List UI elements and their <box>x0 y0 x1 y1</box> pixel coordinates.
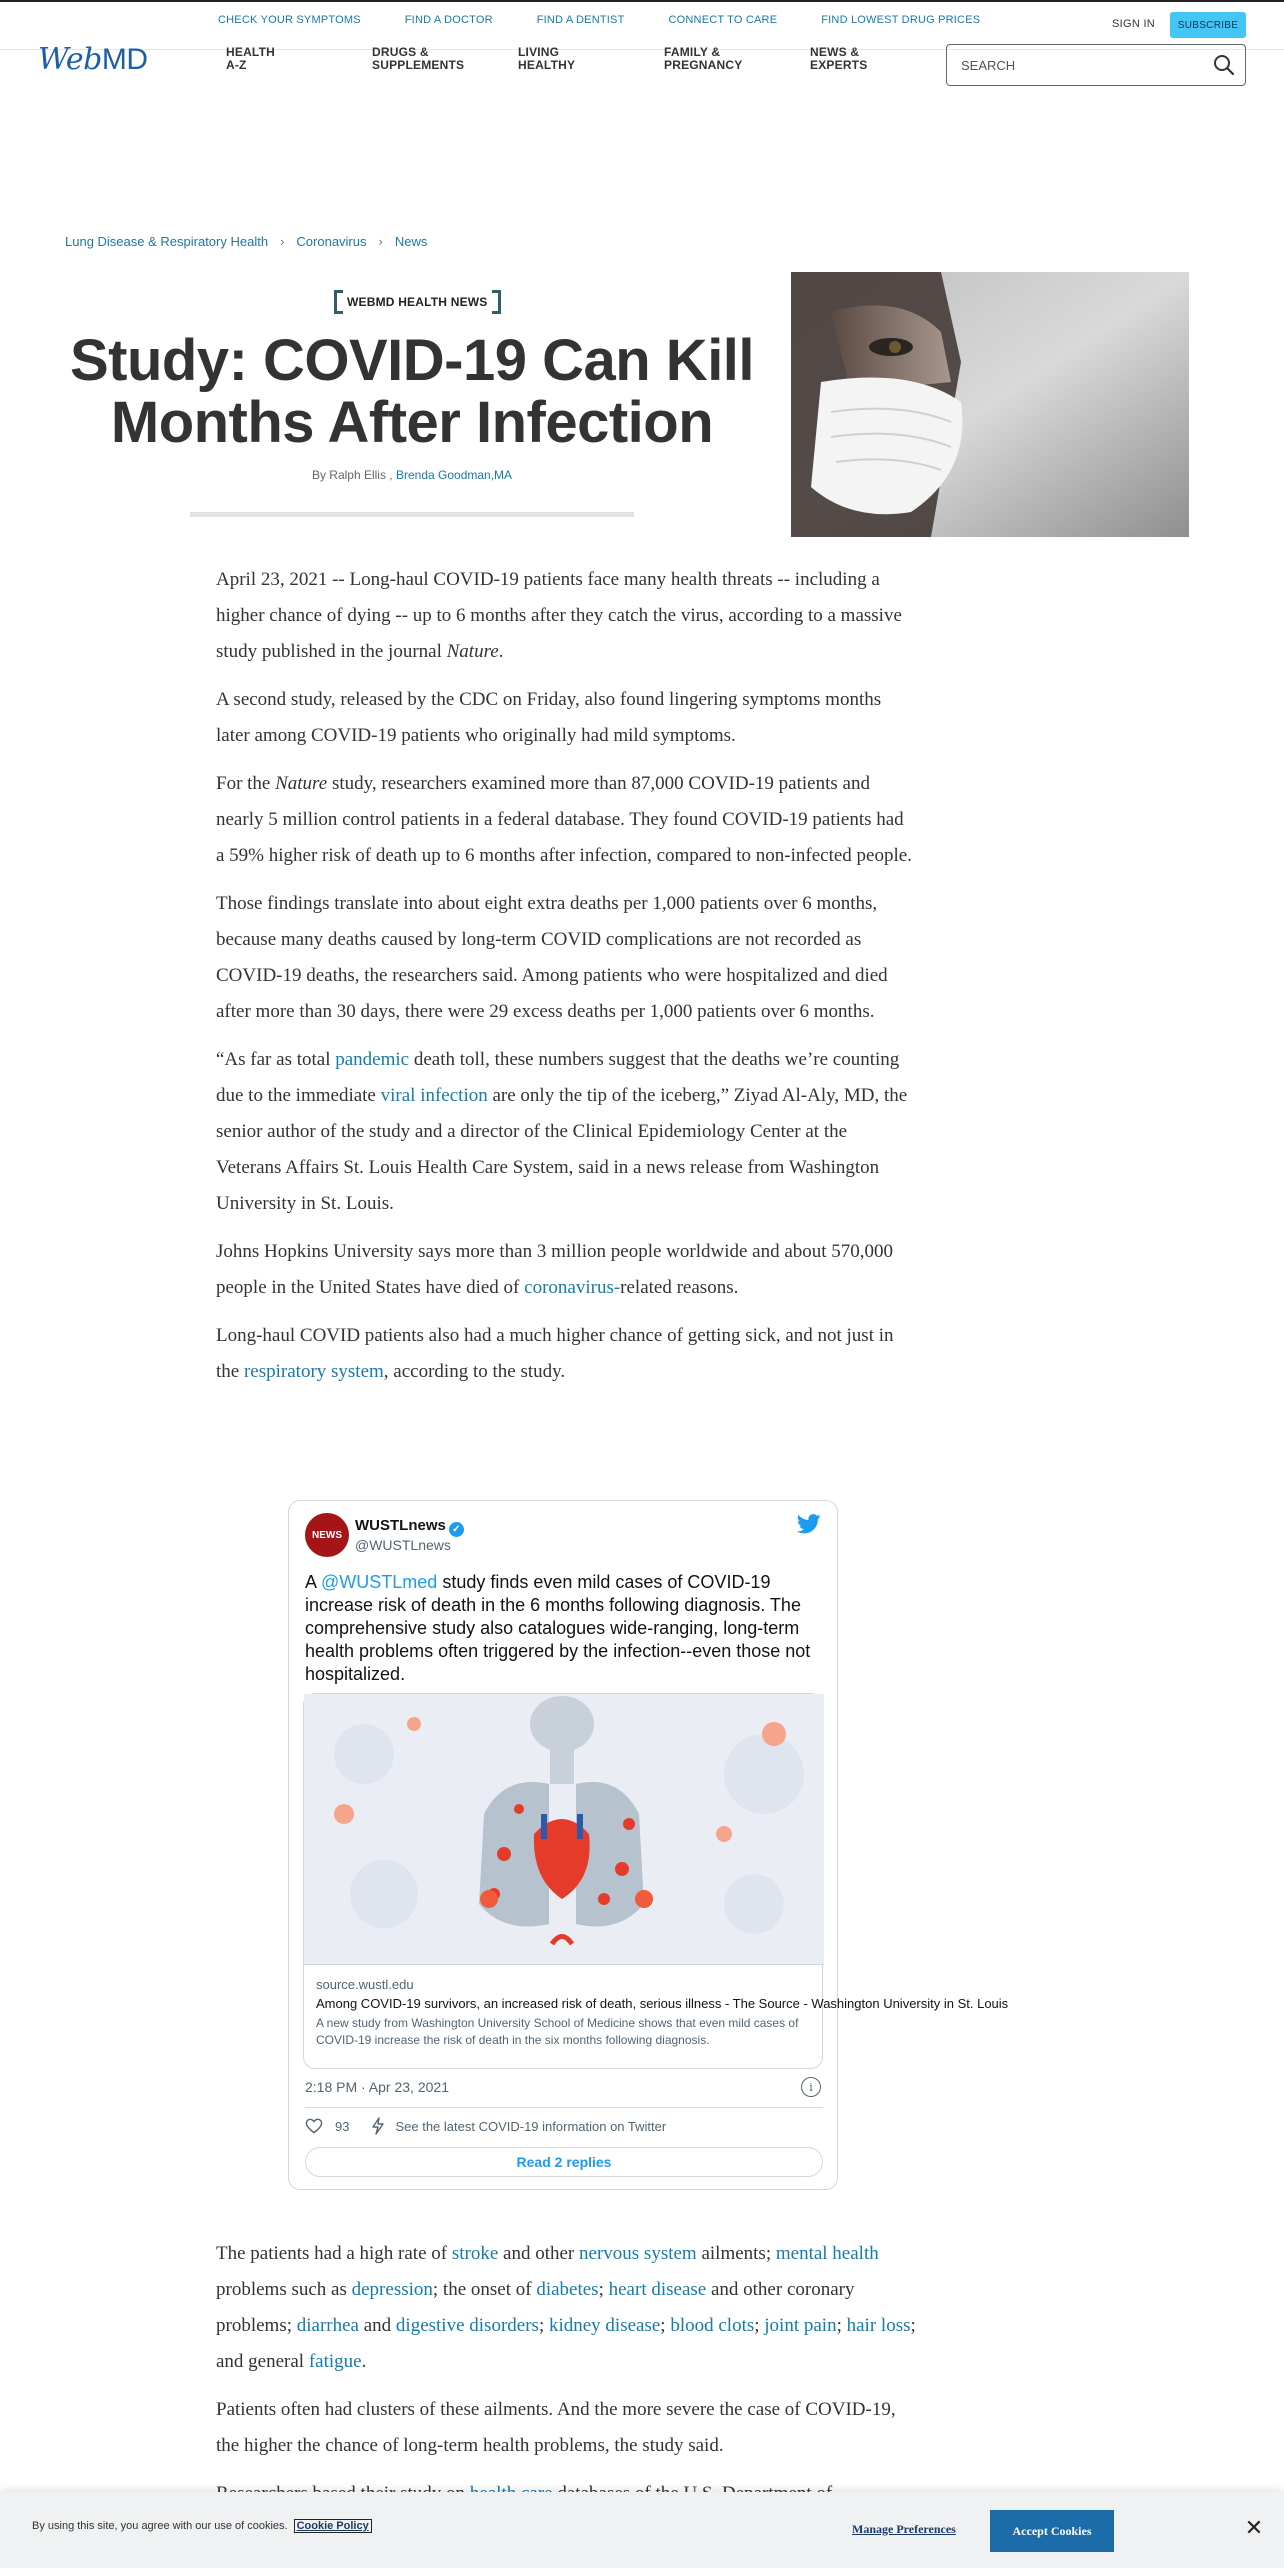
byline-author1: By Ralph Ellis , <box>311 468 393 482</box>
link-diabetes[interactable]: diabetes <box>536 2279 599 2300</box>
text: ; <box>538 2315 549 2336</box>
kicker-text: WEBMD HEALTH NEWS <box>347 295 488 309</box>
link-coronavirus[interactable]: coronavirus- <box>524 1277 621 1298</box>
paragraph <box>216 1318 916 1390</box>
nav-line2: SUPPLEMENTS <box>372 58 465 72</box>
text: and other <box>498 2243 580 2264</box>
card-domain: source.wustl.edu <box>316 1977 414 1992</box>
breadcrumb-coronavirus[interactable]: Coronavirus <box>296 234 367 249</box>
link-kidney-disease[interactable]: kidney disease <box>548 2315 661 2336</box>
text: . <box>361 2351 367 2372</box>
text: ailments; <box>696 2243 776 2264</box>
text: related reasons. <box>620 1277 739 1298</box>
logo-web: Web <box>38 42 102 77</box>
read-replies-button[interactable]: Read 2 replies <box>305 2147 823 2177</box>
nav-line1: DRUGS & <box>372 45 429 59</box>
top-link-doctor[interactable]: FIND A DOCTOR <box>404 14 493 26</box>
masked-person-image <box>791 272 1189 537</box>
link-joint-pain[interactable]: joint pain <box>764 2315 837 2336</box>
tweet-avatar[interactable]: NEWS <box>305 1513 349 1557</box>
nav-family[interactable] <box>664 46 810 72</box>
journal-name: Nature <box>275 773 328 794</box>
nav-line2: PREGNANCY <box>664 58 743 72</box>
like-count: 93 <box>335 2118 350 2134</box>
search-box <box>946 44 1246 86</box>
text: , according to the study. <box>383 1361 566 1382</box>
top-link-dentist[interactable]: FIND A DENTIST <box>536 14 625 26</box>
cookie-notice <box>32 2520 372 2532</box>
cookie-policy-link[interactable]: Cookie Policy <box>294 2519 372 2533</box>
text: are only the tip of the iceberg,” Ziyad Al-Aly, MD, the senior author of the study and a director of the Clinical Epidemiology Center at the Veterans Affairs St. Louis Health Care System, said in a news release from Washington University in St. Louis. <box>216 1085 908 1214</box>
text: . <box>498 641 504 662</box>
text: study, researchers examined more than 87,000 COVID-19 patients and nearly 5 million control patients in a federal database. They found COVID-19 patients had a 59% higher risk of death up to 6 months after infection, compared to non-infected people. <box>216 773 912 866</box>
heart-icon[interactable] <box>305 2118 323 2134</box>
link-nervous-system[interactable]: nervous system <box>579 2243 697 2264</box>
card-title[interactable]: Among COVID-19 survivors, an increased risk of death, serious illness - The Source - Washington University in St. Louis <box>316 1996 1009 2011</box>
top-links <box>218 14 1024 26</box>
nav-line1: LIVING <box>518 45 560 59</box>
text: ; <box>754 2315 765 2336</box>
paragraph <box>216 1042 916 1222</box>
paragraph: Those findings translate into about eight extra deaths per 1,000 patients over 6 months, because many deaths caused by long-term COVID complications are not recorded as COVID-19 deaths, the researchers said. Among patients who were hospitalized and died after more than 30 days, there were 29 excess deaths per 1,000 patients over 6 months. <box>216 893 888 1022</box>
card-illustration <box>304 1694 824 1964</box>
text: ; <box>836 2315 847 2336</box>
text: The patients had a high rate of <box>216 2243 452 2264</box>
link-digestive-disorders[interactable]: digestive disorders <box>395 2315 539 2336</box>
paragraph: Patients often had clusters of these ailments. And the more severe the case of COVID-19, the higher the chance of long-term health problems, the study said. <box>216 2399 896 2456</box>
tweet-link-card[interactable] <box>303 1693 1009 2069</box>
link-hair-loss[interactable]: hair loss <box>846 2315 911 2336</box>
link-pandemic[interactable]: pandemic <box>335 1049 410 1070</box>
nav-health-az[interactable] <box>226 46 372 72</box>
card-body <box>304 1964 1009 2070</box>
byline-author2[interactable]: Brenda Goodman,MA <box>395 468 513 482</box>
link-diarrhea[interactable]: diarrhea <box>296 2315 359 2336</box>
info-icon[interactable]: i <box>801 2077 821 2097</box>
close-icon[interactable]: ✕ <box>1244 2515 1264 2540</box>
text: problems such as <box>216 2279 352 2300</box>
covid-info-link[interactable]: See the latest COVID-19 information on Twitter <box>395 2118 667 2134</box>
article-body <box>216 562 916 1402</box>
text: and other coronary problems; <box>216 2279 855 2336</box>
journal-name: Nature <box>446 641 499 662</box>
link-stroke[interactable]: stroke <box>451 2243 499 2264</box>
breadcrumb <box>65 234 427 249</box>
twitter-bird-icon[interactable] <box>797 1513 821 1535</box>
nav-drugs[interactable] <box>372 46 518 72</box>
top-link-symptoms[interactable]: CHECK YOUR SYMPTOMS <box>218 14 361 26</box>
kicker-bracket <box>492 311 498 314</box>
top-bar <box>0 0 1284 50</box>
card-description: A new study from Washington University School of Medicine shows that even mild cases of COVID-19 increase the risk of death in the six months following diagnosis. <box>316 2016 799 2047</box>
link-viral-infection[interactable]: viral infection <box>380 1085 488 1106</box>
byline <box>60 468 764 482</box>
webmd-logo[interactable] <box>38 42 148 77</box>
nav-line2: HEALTHY <box>518 58 576 72</box>
subscribe-button[interactable]: SUBSCRIBE <box>1170 12 1246 38</box>
title-divider <box>190 512 634 517</box>
tweet-author-handle[interactable]: @WUSTLnews <box>355 1537 451 1553</box>
verified-badge-icon: ✓ <box>449 1522 464 1537</box>
nav-line2: EXPERTS <box>810 58 868 72</box>
nav-line1: HEALTH <box>226 45 275 59</box>
text: Johns Hopkins University says more than 3 million people worldwide and about 570,000 people in the United States have died of <box>216 1241 894 1298</box>
chevron-right-icon: › <box>280 234 285 249</box>
embedded-tweet[interactable] <box>288 1500 1009 2190</box>
link-depression[interactable]: depression <box>351 2279 433 2300</box>
text: ; <box>660 2315 671 2336</box>
text: April 23, 2021 -- Long-haul COVID-19 patients face many health threats -- including a higher chance of dying -- up to 6 months after they catch the virus, according to a massive study published in the journal <box>216 569 902 662</box>
text: ; the onset of <box>432 2279 537 2300</box>
nav-line2: A-Z <box>226 58 247 72</box>
text: ; <box>598 2279 609 2300</box>
kicker-bracket <box>492 290 498 293</box>
breadcrumb-lung[interactable]: Lung Disease & Respiratory Health <box>65 234 269 249</box>
chevron-right-icon: › <box>378 234 383 249</box>
paragraph <box>216 766 916 874</box>
link-blood-clots[interactable]: blood clots <box>670 2315 755 2336</box>
tweet-mention-link[interactable]: @WUSTLmed <box>321 1572 438 1592</box>
paragraph <box>216 562 916 670</box>
text: study finds even mild cases of COVID-19 increase risk of death in the 6 months following diagnosis. The comprehensive study also catalogues wide-ranging, long-term health problems often triggered by the infection--even those not hospitalized. <box>305 1572 811 1684</box>
search-icon[interactable] <box>1213 54 1235 76</box>
tweet-actions <box>305 2117 666 2135</box>
nav-news[interactable] <box>810 46 956 72</box>
link-mental-health[interactable]: mental health <box>775 2243 879 2264</box>
paragraph <box>216 1234 916 1306</box>
article-body-continued <box>216 2236 916 2524</box>
link-fatigue[interactable]: fatigue <box>308 2351 362 2372</box>
cookie-notice-text: By using this site, you agree with our use of cookies. <box>32 2520 288 2532</box>
manage-preferences-link[interactable]: Manage Preferences <box>852 2522 956 2536</box>
tweet-timestamp[interactable]: 2:18 PM · Apr 23, 2021 <box>305 2079 449 2095</box>
logo-md: MD <box>101 43 148 76</box>
sign-in-link[interactable]: SIGN IN <box>1112 18 1156 30</box>
link-heart-disease[interactable]: heart disease <box>608 2279 707 2300</box>
text: ; and general <box>216 2315 916 2372</box>
lungs-illustration <box>304 1694 824 1964</box>
hero-image <box>791 272 1189 537</box>
link-respiratory-system[interactable]: respiratory system <box>243 1361 384 1382</box>
tweet-author-name[interactable] <box>355 1517 464 1537</box>
nav-line1: FAMILY & <box>664 45 721 59</box>
search-input[interactable] <box>961 45 1201 85</box>
paragraph: A second study, released by the CDC on Friday, also found lingering symptoms months later among COVID-19 patients who originally had mild symptoms. <box>216 689 882 746</box>
paragraph <box>216 2236 916 2380</box>
article-title: Study: COVID-19 Can Kill Months After Infection <box>69 328 755 455</box>
top-link-drug-prices[interactable]: FIND LOWEST DRUG PRICES <box>821 14 981 26</box>
nav-line1: NEWS & <box>810 45 860 59</box>
nav-living[interactable] <box>518 46 664 72</box>
cookie-banner <box>0 2492 1284 2568</box>
article-kicker <box>334 290 501 314</box>
top-link-care[interactable]: CONNECT TO CARE <box>668 14 778 26</box>
lightning-icon <box>371 2117 385 2135</box>
text: A <box>305 1572 322 1592</box>
accept-cookies-button[interactable]: Accept Cookies <box>990 2510 1114 2552</box>
text: “As far as total <box>216 1049 336 1070</box>
breadcrumb-news[interactable]: News <box>394 234 428 249</box>
tweet-divider <box>305 2107 823 2108</box>
text: death toll, these numbers suggest that the deaths we’re counting due to the immediate <box>216 1049 900 1106</box>
text: Long-haul COVID patients also had a much higher chance of getting sick, and not just in the <box>216 1325 894 1382</box>
author-name-text: WUSTLnews <box>355 1517 446 1534</box>
text: For the <box>216 773 276 794</box>
text: and <box>358 2315 396 2336</box>
main-nav <box>226 46 956 72</box>
tweet-text <box>305 1571 821 1686</box>
